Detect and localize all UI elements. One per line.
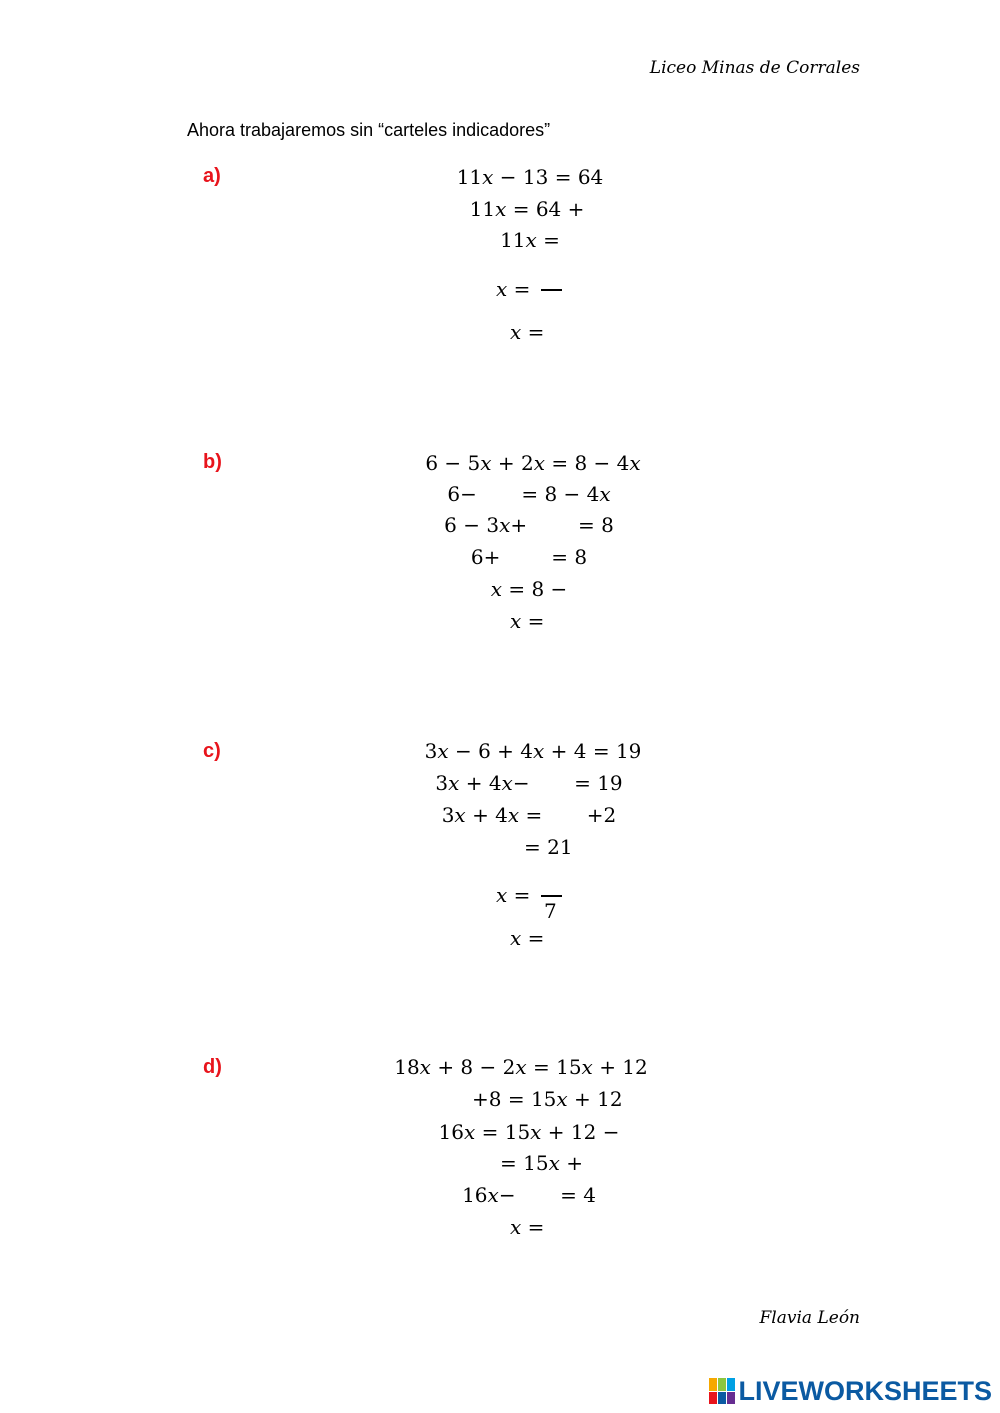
equation-line: 11𝑥 =: [500, 228, 560, 252]
equation-line: 𝑥 =: [510, 926, 545, 950]
equation-line: 𝑥 = 8 −: [490, 577, 568, 601]
fraction-bar: [541, 289, 562, 291]
exercise-label: d): [203, 1056, 222, 1078]
equation-line: 𝑥 =: [496, 277, 531, 301]
instructions-text: Ahora trabajaremos sin “carteles indicadores”: [187, 120, 551, 140]
exercise-label: a): [203, 165, 221, 187]
equation-line: 𝑥 =: [510, 1215, 545, 1239]
equation-line: 11𝑥 = 64 +: [469, 197, 585, 221]
equation-line: 3𝑥 − 6 + 4𝑥 + 4 = 19: [424, 739, 642, 763]
author-signature: Flavia León: [759, 1308, 860, 1328]
equation-line: 6+ = 8: [470, 545, 588, 569]
equation-line: 𝑥 =: [510, 320, 545, 344]
liveworksheets-brand[interactable]: [709, 1375, 992, 1407]
equation-line: 𝑥 =: [510, 609, 545, 633]
equation-line: 6 − 5𝑥 + 2𝑥 = 8 − 4𝑥: [425, 451, 641, 475]
fraction-denominator: 7: [544, 899, 557, 923]
equation-line: 𝑥 =: [496, 883, 531, 907]
equation-line: 3𝑥 + 4𝑥− = 19: [435, 771, 623, 795]
liveworksheets-logo-icon: [709, 1378, 735, 1404]
equation-line: = 15𝑥 +: [500, 1151, 583, 1175]
equation-line: 11𝑥 − 13 = 64: [456, 165, 604, 189]
equation-line: = 21: [524, 835, 573, 859]
exercise-label: c): [203, 740, 221, 762]
equation-line: 6− = 8 − 4𝑥: [447, 482, 611, 506]
equation-line: +8 = 15𝑥 + 12: [472, 1087, 623, 1111]
equation-line: 6 − 3𝑥+ = 8: [444, 513, 614, 537]
equation-line: 16𝑥− = 4: [462, 1183, 596, 1207]
equation-line: 18𝑥 + 8 − 2𝑥 = 15𝑥 + 12: [394, 1055, 648, 1079]
equation-line: 3𝑥 + 4𝑥 = +2: [441, 803, 617, 827]
brand-name: LIVEWORKSHEETS: [738, 1375, 992, 1406]
exercise-label: b): [203, 451, 222, 473]
fraction-bar: [541, 895, 562, 897]
school-name: Liceo Minas de Corrales: [649, 58, 860, 78]
equation-line: 16𝑥 = 15𝑥 + 12 −: [438, 1120, 620, 1144]
